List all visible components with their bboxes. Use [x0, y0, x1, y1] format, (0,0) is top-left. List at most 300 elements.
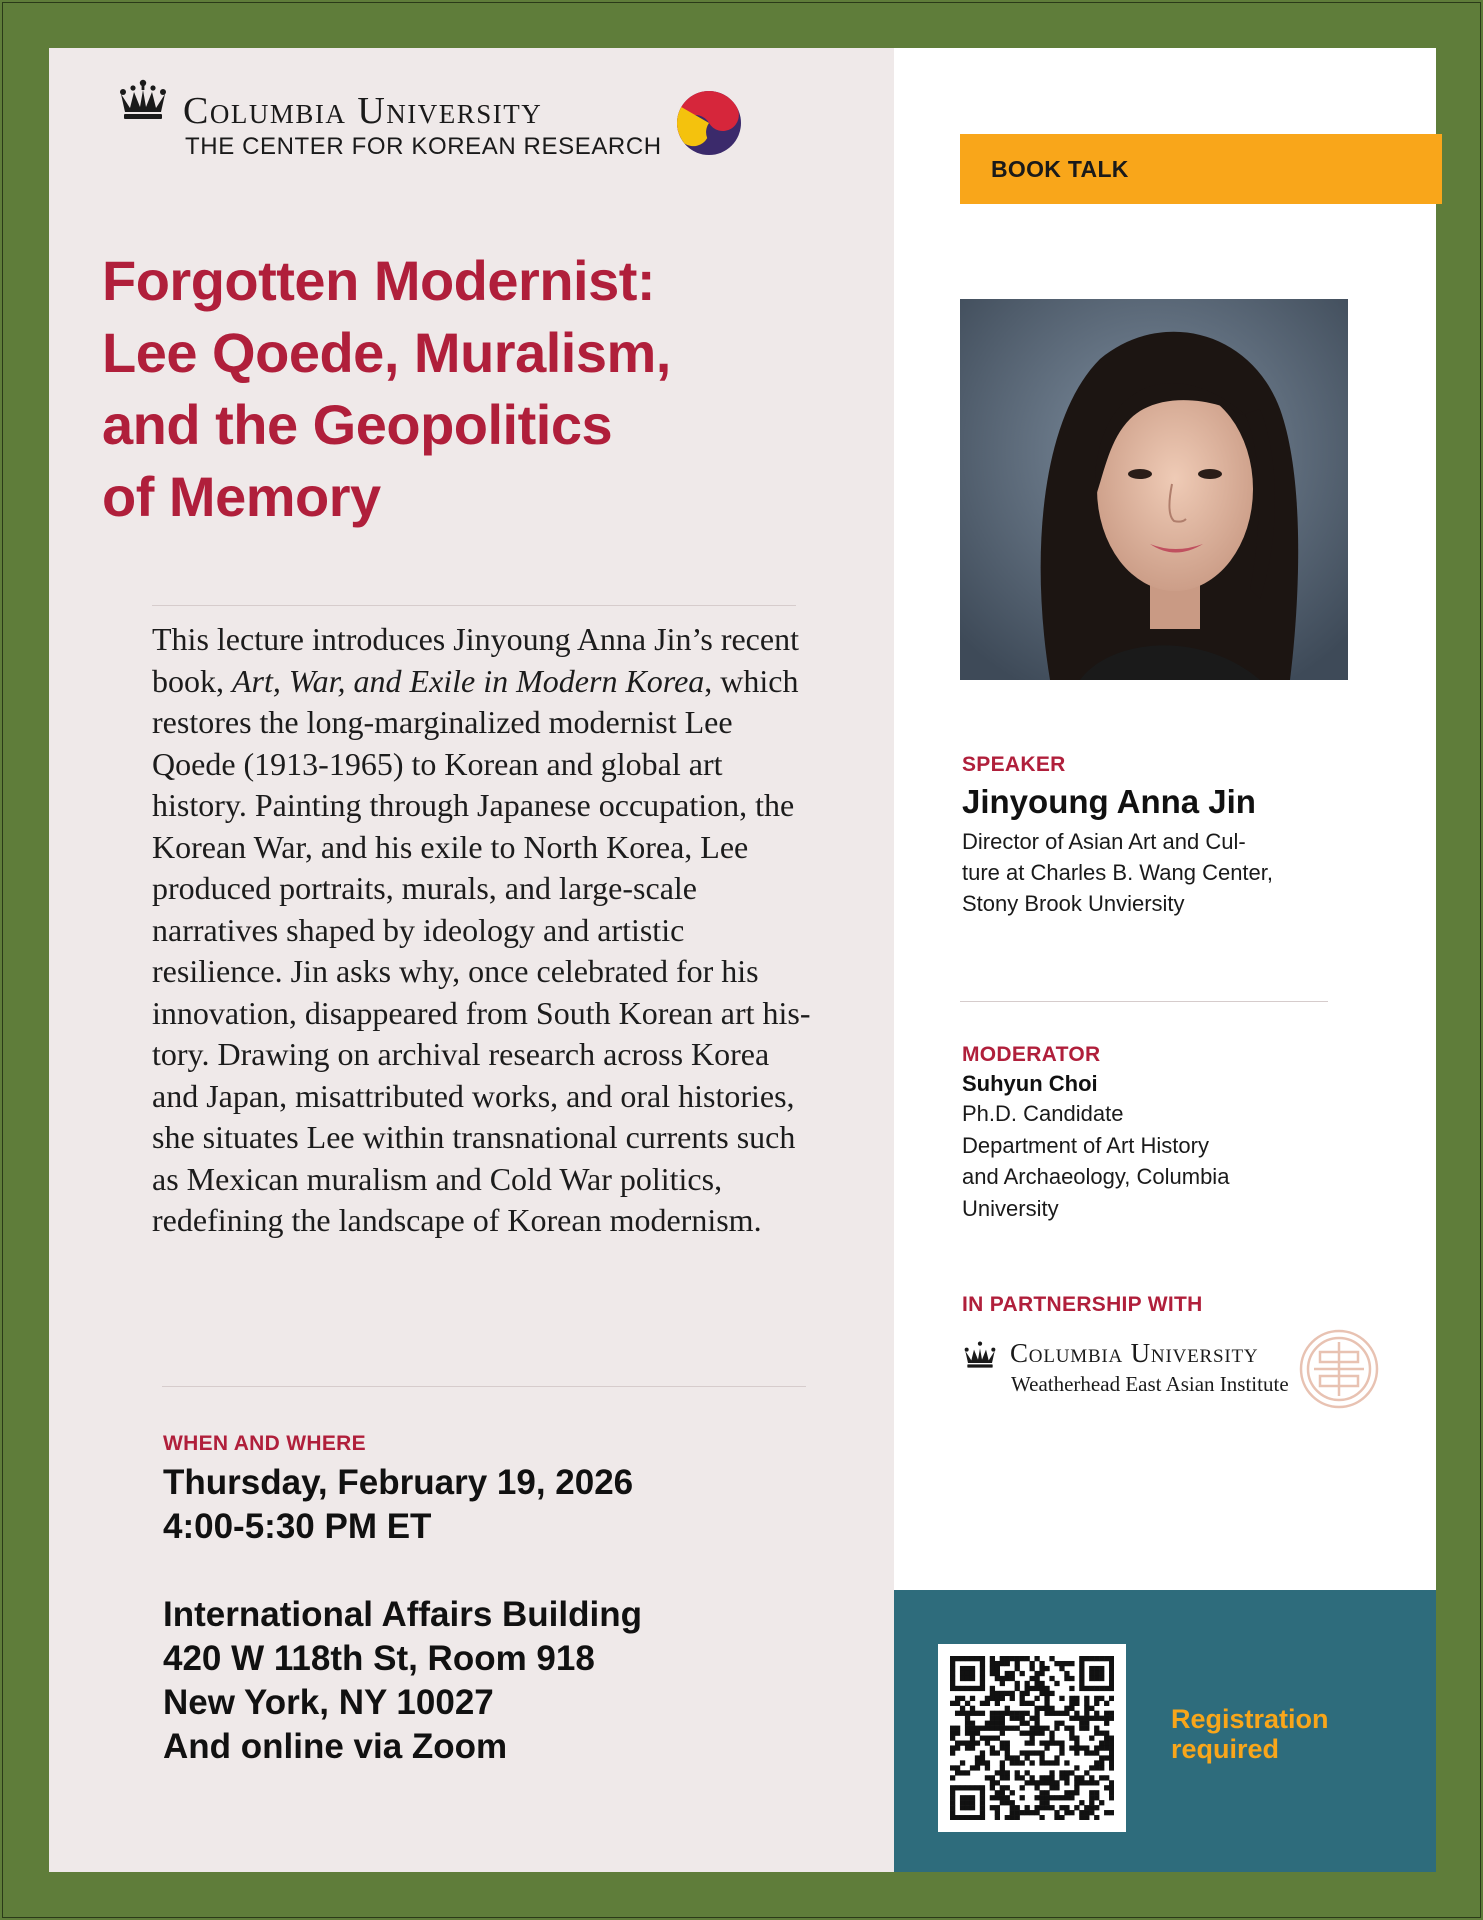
qr-module — [1079, 1726, 1084, 1731]
qr-module — [1089, 1736, 1094, 1741]
qr-module — [975, 1656, 980, 1661]
qr-module — [1034, 1676, 1039, 1681]
qr-module — [1015, 1686, 1020, 1691]
qr-module — [1094, 1711, 1099, 1716]
qr-module — [1094, 1666, 1099, 1671]
qr-module — [1039, 1686, 1044, 1691]
qr-module — [1005, 1800, 1010, 1805]
qr-module — [955, 1815, 960, 1820]
qr-module — [1044, 1795, 1049, 1800]
qr-module — [995, 1701, 1000, 1706]
qr-module — [1030, 1666, 1035, 1671]
qr-module — [1109, 1656, 1114, 1661]
qr-module — [970, 1805, 975, 1810]
qr-module — [1044, 1745, 1049, 1750]
qr-module — [990, 1691, 995, 1696]
qr-module — [1000, 1760, 1005, 1765]
qr-module — [1109, 1760, 1114, 1765]
qr-module — [985, 1740, 990, 1745]
qr-module — [1074, 1785, 1079, 1790]
qr-module — [1020, 1671, 1025, 1676]
registration-line: required — [1171, 1734, 1280, 1764]
qr-module — [1054, 1681, 1059, 1686]
qr-module — [1094, 1726, 1099, 1731]
qr-module — [1005, 1656, 1010, 1661]
qr-module — [1084, 1745, 1089, 1750]
qr-module — [1049, 1740, 1054, 1745]
qr-module — [1010, 1716, 1015, 1721]
qr-module — [1094, 1795, 1099, 1800]
qr-module — [995, 1691, 1000, 1696]
qr-module — [1094, 1750, 1099, 1755]
speaker-affiliation — [962, 826, 1342, 919]
qr-module — [1025, 1731, 1030, 1736]
qr-module — [1084, 1815, 1089, 1820]
qr-module — [1054, 1661, 1059, 1666]
qr-module — [1104, 1810, 1109, 1815]
qr-module — [1039, 1666, 1044, 1671]
qr-module — [980, 1800, 985, 1805]
qr-module — [950, 1775, 955, 1780]
qr-module — [965, 1740, 970, 1745]
qr-module — [975, 1760, 980, 1765]
qr-module — [965, 1785, 970, 1790]
qr-module — [1015, 1716, 1020, 1721]
qr-module — [970, 1666, 975, 1671]
qr-module — [1089, 1765, 1094, 1770]
qr-module — [1104, 1785, 1109, 1790]
qr-module — [1109, 1676, 1114, 1681]
qr-module — [1079, 1800, 1084, 1805]
qr-module — [1000, 1785, 1005, 1790]
speaker-title-line: Stony Brook Unviersity — [962, 891, 1185, 916]
qr-module — [1030, 1701, 1035, 1706]
qr-module — [1030, 1750, 1035, 1755]
qr-module — [1094, 1676, 1099, 1681]
qr-module — [1064, 1760, 1069, 1765]
qr-module — [960, 1676, 965, 1681]
qr-module — [1074, 1696, 1079, 1701]
qr-module — [985, 1736, 990, 1741]
qr-module — [1039, 1815, 1044, 1820]
qr-module — [1079, 1716, 1084, 1721]
qr-module — [1094, 1815, 1099, 1820]
qr-module — [1015, 1666, 1020, 1671]
qr-module — [1089, 1810, 1094, 1815]
qr-module — [1010, 1790, 1015, 1795]
qr-module — [1069, 1716, 1074, 1721]
when-where-label: WHEN AND WHERE — [163, 1432, 366, 1455]
speaker-portrait-icon — [960, 299, 1348, 680]
qr-module — [1089, 1676, 1094, 1681]
qr-module — [1010, 1696, 1015, 1701]
qr-module — [970, 1706, 975, 1711]
qr-module — [1089, 1800, 1094, 1805]
qr-module — [1005, 1740, 1010, 1745]
qr-module — [970, 1795, 975, 1800]
qr-module — [1069, 1810, 1074, 1815]
qr-module — [1049, 1805, 1054, 1810]
qr-module — [1064, 1810, 1069, 1815]
qr-module — [1000, 1691, 1005, 1696]
qr-module — [965, 1656, 970, 1661]
qr-module — [1015, 1755, 1020, 1760]
qr-module — [1049, 1736, 1054, 1741]
qr-module — [1109, 1681, 1114, 1686]
qr-module — [965, 1716, 970, 1721]
qr-module — [970, 1815, 975, 1820]
qr-module — [950, 1676, 955, 1681]
qr-module — [1049, 1775, 1054, 1780]
qr-module — [1074, 1765, 1079, 1770]
title-line: of Memory — [102, 465, 381, 528]
qr-module — [1005, 1706, 1010, 1711]
qr-module — [1104, 1731, 1109, 1736]
qr-module — [955, 1731, 960, 1736]
qr-module — [1074, 1780, 1079, 1785]
qr-module — [1089, 1780, 1094, 1785]
qr-module — [1099, 1716, 1104, 1721]
qr-module — [950, 1681, 955, 1686]
qr-module — [1049, 1711, 1054, 1716]
qr-module — [970, 1671, 975, 1676]
qr-module — [1044, 1711, 1049, 1716]
qr-module — [1034, 1721, 1039, 1726]
qr-module — [985, 1765, 990, 1770]
qr-module — [950, 1686, 955, 1691]
qr-module — [1079, 1775, 1084, 1780]
qr-module — [1049, 1676, 1054, 1681]
qr-module — [990, 1711, 995, 1716]
qr-module — [1094, 1696, 1099, 1701]
event-time: 4:00-5:30 PM ET — [163, 1507, 432, 1546]
qr-module — [950, 1661, 955, 1666]
qr-module — [965, 1805, 970, 1810]
qr-module — [955, 1740, 960, 1745]
qr-module — [1064, 1790, 1069, 1795]
qr-module — [1020, 1775, 1025, 1780]
qr-module — [1064, 1805, 1069, 1810]
qr-module — [950, 1736, 955, 1741]
qr-module — [1010, 1676, 1015, 1681]
qr-module — [1034, 1696, 1039, 1701]
qr-module — [1084, 1686, 1089, 1691]
qr-module — [995, 1795, 1000, 1800]
qr-module — [955, 1686, 960, 1691]
qr-module — [1000, 1681, 1005, 1686]
moderator-title-line: Department of Art History — [962, 1132, 1209, 1158]
qr-module — [975, 1726, 980, 1731]
qr-module — [1000, 1745, 1005, 1750]
qr-code-icon[interactable] — [938, 1644, 1126, 1832]
qr-module — [995, 1726, 1000, 1731]
qr-module — [1039, 1795, 1044, 1800]
qr-module — [1084, 1726, 1089, 1731]
qr-module — [1099, 1696, 1104, 1701]
qr-module — [980, 1676, 985, 1681]
qr-module — [1069, 1731, 1074, 1736]
qr-module — [1079, 1745, 1084, 1750]
qr-module — [1020, 1691, 1025, 1696]
qr-module — [970, 1740, 975, 1745]
qr-module — [1039, 1740, 1044, 1745]
qr-module — [1059, 1721, 1064, 1726]
qr-module — [1039, 1780, 1044, 1785]
qr-module — [1069, 1745, 1074, 1750]
qr-module — [1069, 1686, 1074, 1691]
qr-module — [970, 1726, 975, 1731]
qr-module — [1030, 1716, 1035, 1721]
qr-module — [1025, 1755, 1030, 1760]
qr-module — [970, 1800, 975, 1805]
moderator-title-line: and Archaeology, Columbia — [962, 1164, 1230, 1189]
qr-module — [1030, 1775, 1035, 1780]
qr-module — [1054, 1711, 1059, 1716]
qr-module — [1020, 1810, 1025, 1815]
qr-module — [1104, 1775, 1109, 1780]
qr-module — [1109, 1810, 1114, 1815]
qr-module — [1074, 1711, 1079, 1716]
qr-module — [1010, 1815, 1015, 1820]
qr-module — [1044, 1666, 1049, 1671]
qr-module — [960, 1805, 965, 1810]
qr-module — [1020, 1701, 1025, 1706]
registration-note — [1171, 1704, 1391, 1764]
qr-module — [1015, 1770, 1020, 1775]
qr-module — [1094, 1805, 1099, 1810]
qr-module — [970, 1765, 975, 1770]
qr-module — [1030, 1736, 1035, 1741]
qr-module — [1109, 1661, 1114, 1666]
qr-module — [965, 1815, 970, 1820]
qr-module — [980, 1750, 985, 1755]
qr-module — [1099, 1676, 1104, 1681]
qr-module — [1089, 1790, 1094, 1795]
qr-module — [1034, 1671, 1039, 1676]
qr-module — [950, 1745, 955, 1750]
qr-module — [1074, 1790, 1079, 1795]
qr-module — [1079, 1815, 1084, 1820]
qr-module — [955, 1656, 960, 1661]
qr-module — [1064, 1770, 1069, 1775]
qr-module — [965, 1701, 970, 1706]
qr-module — [1104, 1711, 1109, 1716]
qr-module — [1034, 1711, 1039, 1716]
qr-module — [990, 1775, 995, 1780]
qr-module — [955, 1785, 960, 1790]
qr-module — [1094, 1790, 1099, 1795]
qr-module — [1034, 1780, 1039, 1785]
qr-module — [995, 1696, 1000, 1701]
qr-module — [970, 1785, 975, 1790]
qr-module — [950, 1701, 955, 1706]
qr-module — [1000, 1765, 1005, 1770]
qr-module — [960, 1770, 965, 1775]
qr-module — [1049, 1691, 1054, 1696]
qr-module — [1089, 1795, 1094, 1800]
qr-module — [1099, 1775, 1104, 1780]
qr-module — [1039, 1750, 1044, 1755]
book-talk-banner: BOOK TALK — [960, 134, 1442, 204]
qr-module — [1059, 1770, 1064, 1775]
qr-module — [980, 1785, 985, 1790]
qr-module — [1104, 1686, 1109, 1691]
qr-module — [995, 1810, 1000, 1815]
qr-module — [1039, 1775, 1044, 1780]
qr-module — [1064, 1795, 1069, 1800]
qr-module — [1015, 1815, 1020, 1820]
qr-module — [1010, 1810, 1015, 1815]
qr-module — [1000, 1795, 1005, 1800]
qr-module — [995, 1711, 1000, 1716]
title-line: Lee Qoede, Muralism, — [102, 321, 671, 384]
event-datetime — [163, 1461, 863, 1549]
qr-module — [1034, 1716, 1039, 1721]
qr-module — [1054, 1815, 1059, 1820]
qr-module — [1034, 1726, 1039, 1731]
qr-module — [1094, 1780, 1099, 1785]
qr-module — [980, 1686, 985, 1691]
qr-module — [960, 1815, 965, 1820]
qr-module — [1039, 1661, 1044, 1666]
qr-module — [975, 1740, 980, 1745]
qr-module — [970, 1736, 975, 1741]
qr-module — [1109, 1711, 1114, 1716]
qr-module — [1039, 1671, 1044, 1676]
qr-module — [1000, 1711, 1005, 1716]
qr-module — [1015, 1656, 1020, 1661]
qr-module — [965, 1726, 970, 1731]
qr-module — [975, 1765, 980, 1770]
qr-module — [1074, 1740, 1079, 1745]
qr-module — [1079, 1661, 1084, 1666]
qr-module — [975, 1686, 980, 1691]
qr-module — [1059, 1795, 1064, 1800]
qr-module — [1069, 1701, 1074, 1706]
qr-module — [1099, 1745, 1104, 1750]
registration-line: Registration — [1171, 1704, 1329, 1734]
qr-module — [1054, 1726, 1059, 1731]
qr-module — [970, 1721, 975, 1726]
qr-module — [1025, 1810, 1030, 1815]
qr-module — [1074, 1745, 1079, 1750]
qr-module — [1074, 1805, 1079, 1810]
qr-module — [1084, 1721, 1089, 1726]
qr-module — [985, 1726, 990, 1731]
qr-module — [980, 1671, 985, 1676]
event-city: New York, NY 10027 — [163, 1683, 494, 1722]
divider — [960, 1001, 1328, 1002]
qr-module — [1020, 1760, 1025, 1765]
qr-module — [1049, 1785, 1054, 1790]
qr-module — [1000, 1731, 1005, 1736]
qr-module — [1034, 1810, 1039, 1815]
qr-module — [1079, 1780, 1084, 1785]
qr-module — [1084, 1716, 1089, 1721]
qr-module — [1000, 1740, 1005, 1745]
qr-module — [990, 1686, 995, 1691]
qr-module — [1074, 1750, 1079, 1755]
qr-module — [1015, 1681, 1020, 1686]
qr-module — [1064, 1676, 1069, 1681]
qr-module — [1049, 1795, 1054, 1800]
qr-module — [1034, 1681, 1039, 1686]
qr-module — [980, 1760, 985, 1765]
qr-module — [990, 1780, 995, 1785]
qr-module — [960, 1795, 965, 1800]
qr-module — [1069, 1770, 1074, 1775]
qr-module — [1069, 1696, 1074, 1701]
partner-university-name: Columbia University — [1010, 1338, 1259, 1368]
qr-module — [970, 1686, 975, 1691]
qr-module — [1054, 1795, 1059, 1800]
qr-module — [1044, 1740, 1049, 1745]
qr-module — [1039, 1691, 1044, 1696]
qr-module — [955, 1726, 960, 1731]
qr-module — [965, 1795, 970, 1800]
speaker-name: Jinyoung Anna Jin — [962, 783, 1256, 820]
qr-module — [1039, 1706, 1044, 1711]
qr-module — [1005, 1785, 1010, 1790]
qr-module — [1034, 1686, 1039, 1691]
qr-module — [975, 1731, 980, 1736]
qr-module — [1109, 1755, 1114, 1760]
qr-module — [1099, 1760, 1104, 1765]
qr-module — [1034, 1785, 1039, 1790]
qr-module — [1000, 1696, 1005, 1701]
qr-module — [955, 1745, 960, 1750]
qr-module — [1005, 1676, 1010, 1681]
qr-module — [1044, 1691, 1049, 1696]
qr-module — [1044, 1780, 1049, 1785]
qr-module — [1094, 1731, 1099, 1736]
qr-module — [1084, 1656, 1089, 1661]
qr-module — [1059, 1775, 1064, 1780]
qr-module — [965, 1731, 970, 1736]
qr-module — [1094, 1701, 1099, 1706]
qr-module — [1044, 1775, 1049, 1780]
qr-module — [975, 1755, 980, 1760]
qr-module — [1064, 1775, 1069, 1780]
qr-module — [990, 1750, 995, 1755]
qr-module — [1025, 1686, 1030, 1691]
qr-module — [1089, 1805, 1094, 1810]
qr-module — [1109, 1686, 1114, 1691]
qr-module — [1099, 1765, 1104, 1770]
qr-module — [1000, 1775, 1005, 1780]
qr-module — [1109, 1666, 1114, 1671]
qr-module — [1020, 1716, 1025, 1721]
speaker-photo — [960, 299, 1348, 680]
qr-module — [1030, 1676, 1035, 1681]
qr-module — [950, 1795, 955, 1800]
qr-module — [1064, 1780, 1069, 1785]
title-line: Forgotten Modernist: — [102, 249, 656, 312]
qr-module — [1099, 1686, 1104, 1691]
qr-module — [995, 1780, 1000, 1785]
qr-module — [1025, 1770, 1030, 1775]
qr-module — [1109, 1740, 1114, 1745]
qr-module — [1005, 1795, 1010, 1800]
qr-module — [1044, 1706, 1049, 1711]
qr-module — [1079, 1656, 1084, 1661]
qr-code-pattern — [950, 1656, 1114, 1820]
qr-module — [1010, 1805, 1015, 1810]
qr-module — [995, 1716, 1000, 1721]
qr-module — [1079, 1671, 1084, 1676]
qr-module — [995, 1815, 1000, 1820]
qr-module — [1094, 1686, 1099, 1691]
